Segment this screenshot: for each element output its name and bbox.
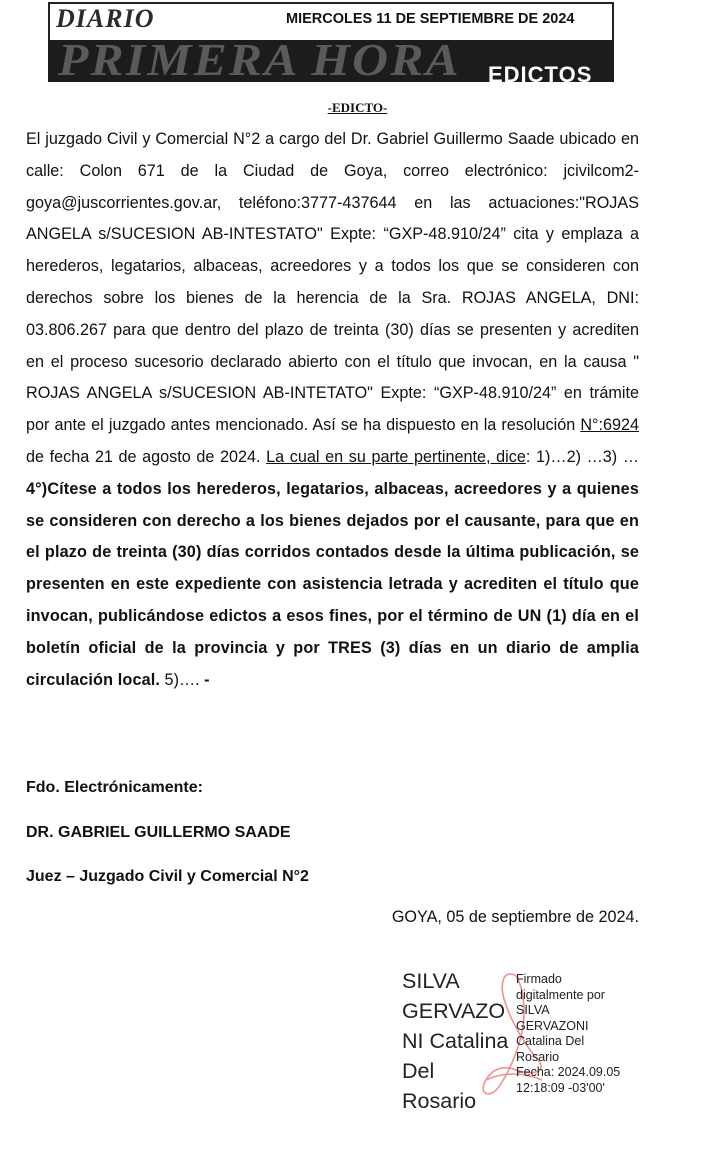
body-text-part2: de fecha 21 de agosto de 2024. (26, 447, 267, 466)
body-text-part1: El juzgado Civil y Comercial N°2 a cargo del Dr. Gabriel Guillermo Saade ubicado en calle: Colon 671 de la Ciudad de Goya, correo electrónico: jcivilcom2-goya@juscorrientes.gov.ar, teléfono:3777-437644 en las actuaciones:"ROJAS ANGELA s/SUCESION AB-INTESTATO" Expte: “GXP-48.910/24” cita y emplaza a herederos, legatarios, albaceas, acreedores y a todos los que se consideren con derechos sobre los bienes de la herencia de la Sra. ROJAS ANGELA, DNI: 03.806.267 para que dentro del plazo de treinta (30) días se presenten y acrediten en el proceso sucesorio declarado abierto con el título que invocan, en la causa " ROJAS ANGELA s/SUCESION AB-INTETATO" Expte: “GXP-48.910/24” en trámite por ante el juzgado antes mencionado. Así se ha dispuesto en la resolución (26, 130, 639, 435)
section-label: EDICTOS (488, 62, 593, 87)
signer-name-line: NI Catalina (402, 1029, 509, 1053)
issue-date: MIERCOLES 11 DE SEPTIEMBRE DE 2024 (286, 11, 575, 27)
body-tail: 5)…. (160, 670, 205, 689)
brand-large-logo: PRIMERA HORA (58, 34, 461, 85)
signature-detail-line: Firmado (516, 972, 562, 986)
signature-detail-line: Catalina Del (516, 1034, 585, 1048)
judge-role: Juez – Juzgado Civil y Comercial N°2 (26, 868, 309, 885)
signature-detail-line: Rosario (516, 1049, 560, 1064)
resolution-number: N°:6924 (580, 416, 639, 435)
signature-detail-line: Fecha: 2024.09.05 (516, 1065, 621, 1079)
signer-name-line: SILVA (402, 969, 460, 993)
newspaper-masthead (48, 2, 614, 87)
masthead-left-rule (48, 2, 50, 42)
edict-body (26, 124, 639, 696)
judge-name: DR. GABRIEL GUILLERMO SAADE (26, 824, 291, 841)
body-text-part3: : 1)…2) …3) … (525, 447, 640, 466)
signer-name-line: GERVAZO (402, 999, 506, 1023)
edict-paragraph (26, 124, 639, 696)
signature-detail-line: GERVAZONI (516, 1018, 589, 1033)
digital-signature-stamp (398, 964, 638, 1114)
signer-name-line: Del (402, 1059, 435, 1083)
place-and-date: GOYA, 05 de septiembre de 2024. (391, 908, 639, 926)
pertinent-part-phrase: La cual en su parte pertinente, dice (266, 447, 526, 466)
signer-name-large (402, 966, 508, 1116)
signature-details (516, 972, 620, 1096)
signature-detail-line: SILVA (516, 1003, 550, 1017)
edict-heading: -EDICTO- (327, 100, 388, 115)
signature-detail-line: 12:18:09 -03'00' (516, 1080, 605, 1095)
brand-small-logo: DIARIO (56, 4, 155, 33)
citation-bold-block: 4°)Cítese a todos los herederos, legatarios, albaceas, acreedores y a quienes se consideren con derecho a los bienes dejados por el causante, para que en el plazo de treinta (30) días corridos contados desde la última publicación, se presenten en este expediente con asistencia letrada y acrediten el título que invocan, publicándose edictos a esos fines, por el término de UN (1) día en el boletín oficial de la provincia y por TRES (3) días en un diario de amplia circulación local. (26, 479, 639, 689)
closing-dash: - (204, 670, 210, 689)
signature-label: Fdo. Electrónicamente: (26, 779, 203, 796)
signature-detail-line: digitalmente por (516, 987, 605, 1002)
masthead-right-rule (612, 2, 614, 42)
signer-name-line: Rosario (402, 1089, 477, 1113)
